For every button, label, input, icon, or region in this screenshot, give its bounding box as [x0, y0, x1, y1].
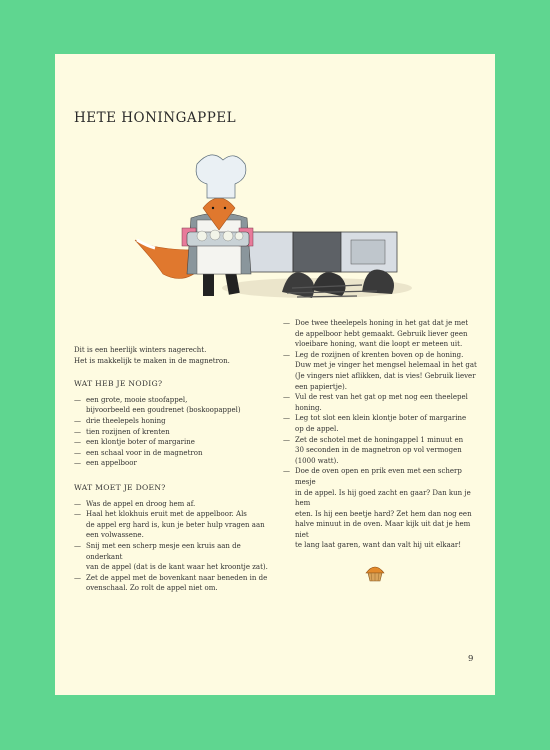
- list-item: — een klontje boter of margarine: [74, 437, 269, 448]
- steps-list-right: [283, 318, 483, 551]
- recipe-title: HETE HONINGAPPEL: [74, 110, 237, 126]
- list-item: — drie theelepels honing: [74, 416, 269, 427]
- steps-list-left: [74, 499, 269, 594]
- list-item: — een appelboor: [74, 458, 269, 469]
- list-item: — een grote, mooie stoofappel, bijvoorbeeld een goudrenet (boskoopappel): [74, 395, 269, 416]
- list-item: — Was de appel en droog hem af.: [74, 499, 269, 510]
- intro-text: [74, 345, 269, 366]
- list-item: — Leg de rozijnen of krenten boven op de honing. Duw met je vinger het mengsel helemaal in het gat (Je vingers niet aflikken, dat is vies! Gebruik liever een papiertje).: [283, 350, 483, 392]
- left-column: [74, 345, 269, 594]
- list-item: — Doe de oven open en prik even met een scherp mesje in de appel. Is hij goed zacht en gaar? Dan kun je hem eten. Is hij een beetje hard? Zet hem dan nog een halve minuut in de oven. Maar kijk uit dat je hem niet te lang laat garen, want dan valt hij uit elkaar!: [283, 466, 483, 551]
- muffin-icon: [363, 563, 387, 583]
- list-item: — Snij met een scherp mesje een kruis aan de onderkant van de appel (dat is de kant waar het kroontje zat).: [74, 541, 269, 573]
- list-item: — Doe twee theelepels honing in het gat dat je met de appelboor hebt gemaakt. Gebruik liever geen vloeibare honing, want die loopt er meteen uit.: [283, 318, 483, 350]
- ingredients-list: [74, 395, 269, 469]
- right-column: [283, 318, 483, 551]
- list-item: — Leg tot slot een klein klontje boter of margarine op de appel.: [283, 413, 483, 434]
- steps-heading: WAT MOET JE DOEN?: [74, 482, 166, 492]
- fox-chef-illustration: [127, 140, 437, 318]
- list-item: — tien rozijnen of krenten: [74, 427, 269, 438]
- list-item: — een schaal voor in de magnetron: [74, 448, 269, 459]
- intro-line: Het is makkelijk te maken in de magnetron.: [74, 356, 230, 365]
- intro-line: Dit is een heerlijk winters nagerecht.: [74, 346, 207, 354]
- list-item: — Zet de appel met de bovenkant naar beneden in de ovenschaal. Zo rolt de appel niet om.: [74, 573, 269, 594]
- list-item: — Zet de schotel met de honingappel 1 minuut en 30 seconden in de magnetron op vol vermogen (1000 watt).: [283, 435, 483, 467]
- oven-drawing: [247, 232, 397, 272]
- list-item: — Haal het klokhuis eruit met de appelboor. Als de appel erg hard is, kun je beter hulp vragen aan een volwassene.: [74, 509, 269, 541]
- list-item: — Vul de rest van het gat op met nog een theelepel honing.: [283, 392, 483, 413]
- ingredients-heading: WAT HEB JE NODIG?: [74, 379, 163, 389]
- book-page: [55, 54, 495, 695]
- page-number: 9: [468, 654, 474, 664]
